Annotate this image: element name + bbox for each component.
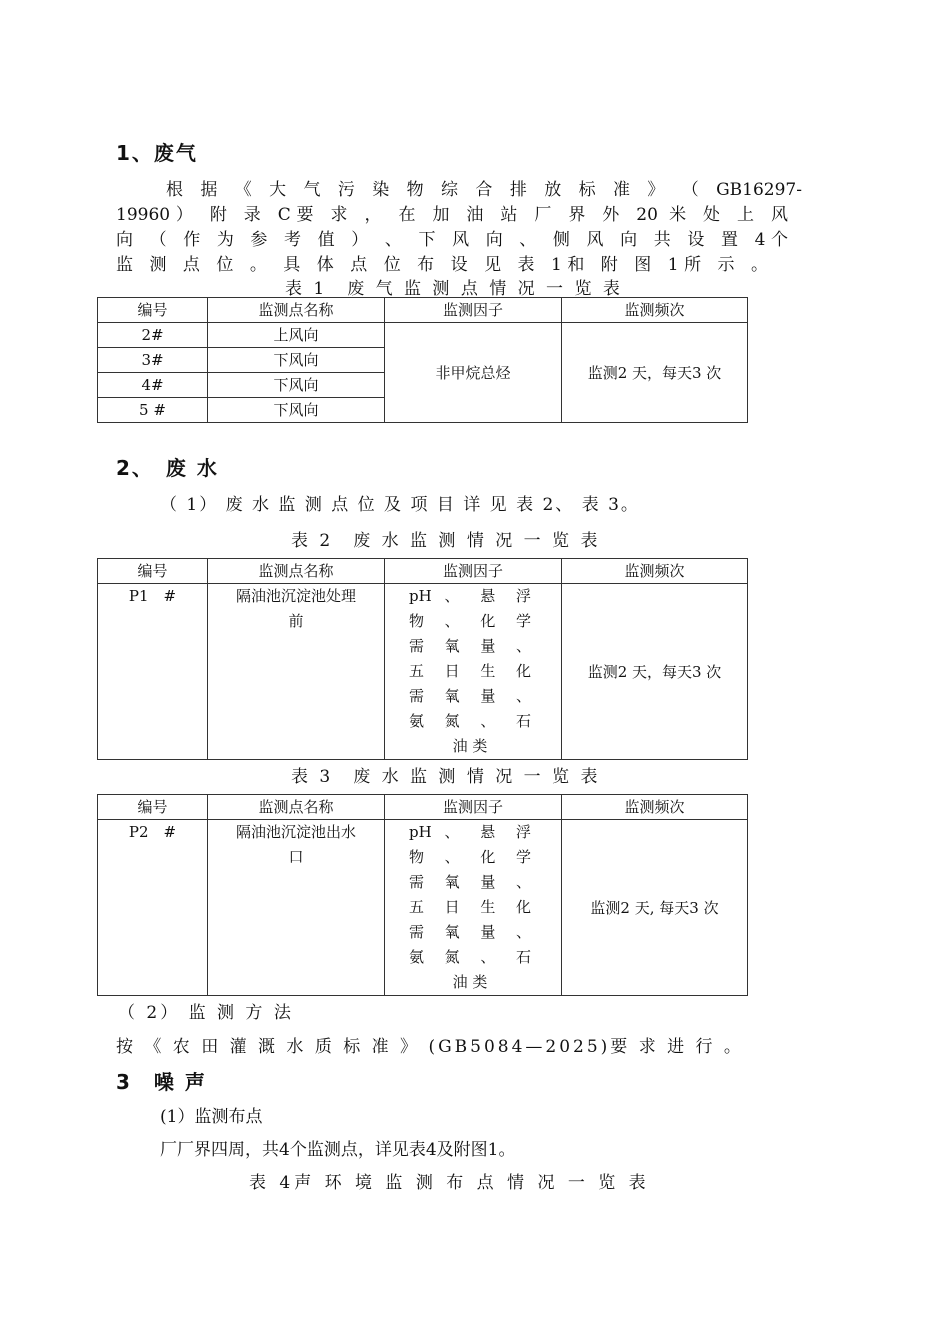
factor-line: 物 、 化 学 xyxy=(409,612,531,630)
factor-line: 需 氧 量 、 xyxy=(409,687,531,705)
cell-frequency: 监测2 天，每天3 次 xyxy=(562,323,748,423)
waste-gas-monitoring-table xyxy=(97,297,748,423)
section-heading-noise: 3 噪 声 xyxy=(116,1070,207,1094)
waste-water-table-outlet xyxy=(97,794,748,996)
table-caption: 表 2 废 水 监 测 情 况 一 览 表 xyxy=(291,531,601,551)
factor-line: pH 、 悬 浮 xyxy=(409,823,531,841)
header-factor: 监测因子 xyxy=(385,795,562,820)
list-item: （ 1） 废 水 监 测 点 位 及 项 目 详 见 表 2、 表 3。 xyxy=(160,495,640,515)
cell-factor xyxy=(385,820,562,996)
header-point-name: 监测点名称 xyxy=(208,795,385,820)
table-header-row xyxy=(98,559,748,584)
method-text: 按 《 农 田 灌 溉 水 质 标 准 》 (GB5084—2025)要 求 进 行 。 xyxy=(116,1037,744,1057)
cell-factor xyxy=(385,584,562,760)
paragraph-line: 向 （ 作 为 参 考 值 ） 、 下 风 向 、 侧 风 向 共 设 置 4个 xyxy=(116,230,788,250)
list-item: (1）监测布点 xyxy=(160,1107,263,1127)
table-row xyxy=(98,584,748,760)
cell-point-name xyxy=(208,820,385,996)
point-name-line: 隔油池沉淀池处理 xyxy=(235,587,356,605)
factor-line: 物 、 化 学 xyxy=(409,848,531,866)
factor-line: 需 氧 量 、 xyxy=(409,873,531,891)
header-frequency: 监测频次 xyxy=(562,559,748,584)
table-header-row xyxy=(98,298,748,323)
point-name-line: 隔油池沉淀池出水 xyxy=(235,823,356,841)
header-id: 编号 xyxy=(98,795,208,820)
table-caption: 表 1 废 气 监 测 点 情 况 一 览 表 xyxy=(285,279,623,299)
cell-point-name: 下风向 xyxy=(208,398,385,423)
paragraph-text: 厂厂界四周，共4个监测点，详见表4及附图1。 xyxy=(160,1140,516,1160)
table-header-row xyxy=(98,795,748,820)
header-id: 编号 xyxy=(98,559,208,584)
point-name-line: 前 xyxy=(288,612,304,630)
table-row xyxy=(98,820,748,996)
section-heading-waste-water: 2、 废 水 xyxy=(116,456,219,480)
header-point-name: 监测点名称 xyxy=(208,298,385,323)
paragraph-line: 监 测 点 位 。 具 体 点 位 布 设 见 表 1和 附 图 1所 示 。 xyxy=(116,255,768,275)
cell-id: P2 # xyxy=(98,820,208,996)
factor-line: 五 日 生 化 xyxy=(409,662,531,680)
table-caption: 表 3 废 水 监 测 情 况 一 览 表 xyxy=(291,767,601,787)
factor-line: 五 日 生 化 xyxy=(409,898,531,916)
cell-id: P1 # xyxy=(98,584,208,760)
header-factor: 监测因子 xyxy=(385,298,562,323)
header-id: 编号 xyxy=(98,298,208,323)
header-factor: 监测因子 xyxy=(385,559,562,584)
cell-id: 2# xyxy=(98,323,208,348)
cell-point-name: 上风向 xyxy=(208,323,385,348)
factor-line: 油 类 xyxy=(452,973,488,991)
cell-id: 3# xyxy=(98,348,208,373)
factor-line: 需 氧 量 、 xyxy=(409,637,531,655)
cell-id: 4# xyxy=(98,373,208,398)
section-heading-waste-gas: 1、废气 xyxy=(116,141,198,165)
cell-frequency: 监测2 天, 每天3 次 xyxy=(562,820,748,996)
factor-line: 氨 氮 、 石 xyxy=(409,948,531,966)
cell-id: 5 # xyxy=(98,398,208,423)
cell-factor: 非甲烷总烃 xyxy=(385,323,562,423)
header-point-name: 监测点名称 xyxy=(208,559,385,584)
table-caption: 表 4声 环 境 监 测 布 点 情 况 一 览 表 xyxy=(249,1173,650,1193)
cell-point-name: 下风向 xyxy=(208,348,385,373)
header-frequency: 监测频次 xyxy=(562,298,748,323)
factor-line: 油 类 xyxy=(452,737,488,755)
paragraph-line: 19960） 附 录 C要 求 ， 在 加 油 站 厂 界 外 20 米 处 上 风 xyxy=(116,205,788,225)
point-name-line: 口 xyxy=(288,848,304,866)
cell-point-name xyxy=(208,584,385,760)
table-row xyxy=(98,323,748,348)
factor-line: pH 、 悬 浮 xyxy=(409,587,531,605)
list-item: （ 2） 监 测 方 法 xyxy=(118,1003,294,1023)
header-frequency: 监测频次 xyxy=(562,795,748,820)
factor-line: 需 氧 量 、 xyxy=(409,923,531,941)
paragraph-line: 根 据 《 大 气 污 染 物 综 合 排 放 标 准 》 （ GB16297- xyxy=(166,180,802,200)
waste-water-table-inlet xyxy=(97,558,748,760)
cell-point-name: 下风向 xyxy=(208,373,385,398)
cell-frequency: 监测2 天，每天3 次 xyxy=(562,584,748,760)
factor-line: 氨 氮 、 石 xyxy=(409,712,531,730)
